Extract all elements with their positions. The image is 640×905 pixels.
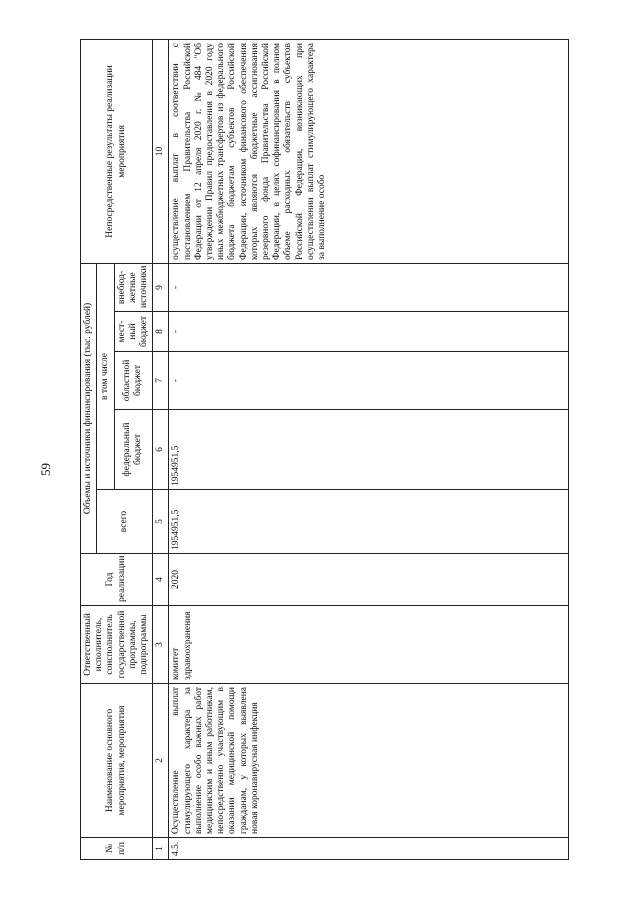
column-number: 7: [153, 352, 169, 410]
row-total: 1954951,5: [169, 490, 569, 554]
header-local: мест-ный бюджет: [114, 312, 153, 352]
header-total: всего: [97, 490, 153, 554]
header-results: Непосредственные результаты реализации мероприятия: [81, 39, 153, 263]
column-number: 2: [153, 684, 169, 838]
column-number: 10: [153, 39, 169, 263]
column-number: 1: [153, 838, 169, 860]
row-regional: -: [169, 352, 569, 410]
funding-table: [80, 39, 569, 860]
header-extrabudget: внебюд-жетные источники: [114, 263, 153, 311]
row-extrabudget: -: [169, 263, 569, 311]
header-year: Год реализации: [81, 554, 153, 606]
column-number: 9: [153, 263, 169, 311]
page-number: 59: [38, 463, 53, 476]
row-executor: комитет здравоохранения: [169, 606, 569, 684]
column-number: 8: [153, 312, 169, 352]
header-regional: областной бюджет: [114, 352, 153, 410]
table-row: [169, 39, 569, 859]
header-federal: федеральный бюджет: [114, 410, 153, 490]
row-federal: 1954951,5: [169, 410, 569, 490]
rotated-table-sheet: [80, 40, 530, 860]
header-funding: Объемы и источники финансирования (тыс. рублей): [81, 263, 97, 553]
row-results: осуществление выплат в соответствии с постановлением Правительства Российской Федерации от 12 апреля 2020 г. № 484 "Об утверждении Правил предоставления в 2020 году иных межбюджетных трансфертов из федерального бюджета бюджетам субъектов Российской Федерации, источником финансового обеспечения которых являются бюджетные ассигнования резервного фонда Правительства Российской Федерации, в целях софинансирования в полном объеме расходных обязательств субъектов Российской Федерации, возникающих при осуществлении выплат стимулирующего характера за выполнение особо: [169, 39, 569, 263]
column-number: 5: [153, 490, 169, 554]
column-number-row: [153, 39, 169, 859]
row-num: 4.5.: [169, 838, 569, 860]
column-number: 4: [153, 554, 169, 606]
row-year: 2020: [169, 554, 569, 606]
column-number: 3: [153, 606, 169, 684]
header-num: № п/п: [81, 838, 153, 860]
header-name: Наименование основного мероприятия, мероприятия: [81, 684, 153, 838]
header-executor: Ответственный исполнитель, соисполнитель государственной программы, подпрограммы: [81, 606, 153, 684]
column-number: 6: [153, 410, 169, 490]
row-name: Осуществление выплат стимулирующего характера за выполнение особо важных работ медицинским и иным работникам, непосредственно участвующим в оказании медицинской помощи гражданам, у которых выявлена новая коронавирусная инфекция: [169, 684, 569, 838]
header-including: в том числе: [97, 263, 114, 489]
row-local: -: [169, 312, 569, 352]
